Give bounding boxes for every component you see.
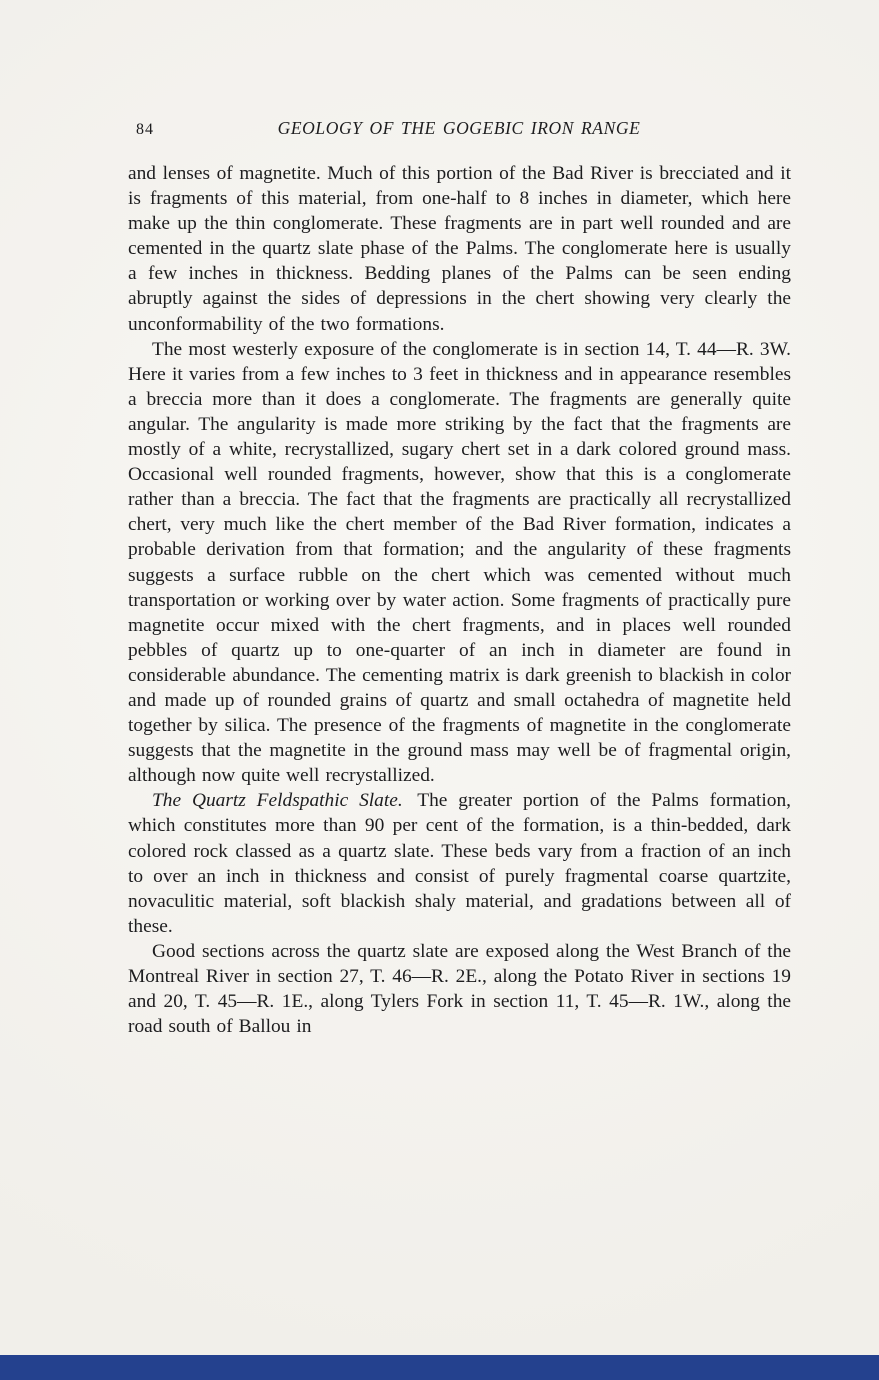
- running-header: [128, 118, 790, 144]
- section-lead-italic: The Quartz Feldspathic Slate.: [152, 790, 403, 812]
- body-text: [128, 161, 791, 1039]
- paragraph-bad-river-conglomerate: and lenses of magnetite. Much of this portion of the Bad River is brecciated and it is fragments of this material, from one-half to 8 inches in diameter, which here make up the thin conglomerate. These fragments are in part well rounded and are cemented in the quartz slate phase of the Palms. The conglomerate here is usually a few inches in thickness. Bedding planes of the Palms can be seen ending abruptly against the sides of depressions in the chert showing very clearly the unconformability of the two formations.: [128, 163, 791, 335]
- paragraph-text: The greater portion of the Palms formation, which constitutes more than 90 per cent of the formation, is a thin-bedded, dark colored rock classed as a quartz slate. These beds vary from a fraction of an inch to over an inch in thickness and consist of purely fragmental coarse quartzite, novaculitic material, soft blackish shaly material, and gradations between all of these.: [128, 790, 791, 937]
- page-number: 84: [136, 121, 154, 138]
- paragraph-good-sections: Good sections across the quartz slate are exposed along the West Branch of the Montreal River in section 27, T. 46—R. 2E., along the Potato River in sections 19 and 20, T. 45—R. 1E., along Tylers Fork in section 11, T. 45—R. 1W., along the road south of Ballou in: [128, 940, 791, 1038]
- running-header-title: GEOLOGY OF THE GOGEBIC IRON RANGE: [277, 118, 641, 138]
- paragraph-quartz-feldspathic-slate: [128, 788, 791, 939]
- bottom-blue-bar: [0, 1355, 879, 1380]
- paragraph-westerly-exposure: The most westerly exposure of the conglomerate is in section 14, T. 44—R. 3W. Here it varies from a few inches to 3 feet in thickness and in appearance resembles a breccia more than it does a conglomerate. The fragments are generally quite angular. The angularity is made more striking by the fact that the fragments are mostly of a white, recrystallized, sugary chert set in a dark colored ground mass. Occasional well rounded fragments, however, show that this is a conglomerate rather than a breccia. The fact that the fragments are practically all recrystallized chert, very much like the chert member of the Bad River formation, indicates a probable derivation from that formation; and the angularity of these fragments suggests a surface rubble on the chert which was cemented without much transportation or working over by water action. Some fragments of practically pure magnetite occur mixed with the chert fragments, and in places well rounded pebbles of quartz up to one-quarter of an inch in diameter are found in considerable abundance. The cementing matrix is dark greenish to blackish in color and made up of rounded grains of quartz and small octahedra of magnetite held together by silica. The presence of the fragments of magnetite in the conglomerate suggests that the magnetite in the ground mass may well be of fragmental origin, although now quite well recrystallized.: [128, 338, 791, 787]
